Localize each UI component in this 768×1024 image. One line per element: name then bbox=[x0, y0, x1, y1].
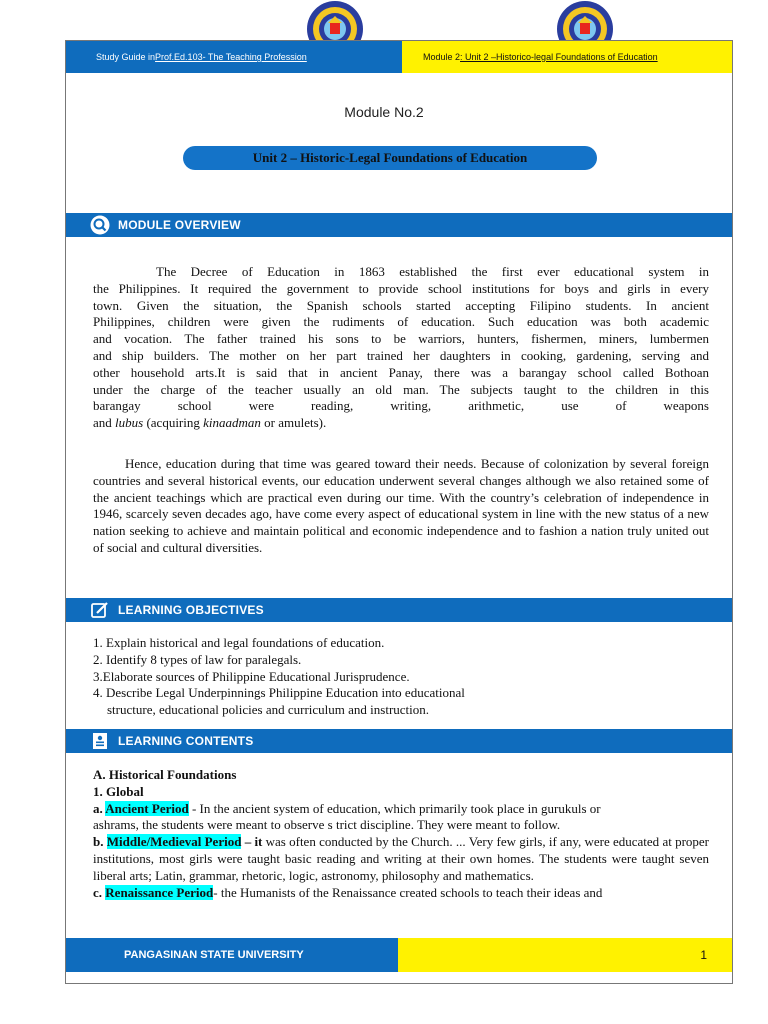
footer-page bbox=[398, 938, 732, 972]
renaissance-period-label: Renaissance Period bbox=[105, 884, 214, 900]
header-module-prefix: Module 2 bbox=[423, 52, 461, 62]
university-seal-left bbox=[306, 0, 364, 44]
overview-line: and ship builders. The mother on her part trained her daughters in cooking, gardening, serving and bbox=[93, 347, 709, 363]
footer-university bbox=[66, 938, 398, 972]
page-number: 1 bbox=[700, 948, 707, 962]
objective-item: 3.Elaborate sources of Philippine Educational Jurisprudence. bbox=[93, 668, 410, 684]
learning-objectives-title: LEARNING OBJECTIVES bbox=[118, 603, 264, 617]
overview-paragraph-1 bbox=[93, 264, 709, 432]
header-module bbox=[402, 41, 732, 73]
objectives-list bbox=[93, 635, 709, 719]
overview-line: other household arts.It is said that in ancient Panay, there was a barangay school called Bothoan bbox=[93, 364, 709, 380]
module-title: Module No.2 bbox=[344, 104, 424, 120]
renaissance-period-item bbox=[93, 885, 709, 902]
medieval-period-item bbox=[93, 834, 709, 884]
header-course bbox=[66, 41, 402, 73]
ancient-period-label: Ancient Period bbox=[105, 800, 189, 816]
objective-item: 2. Identify 8 types of law for paralegals. bbox=[93, 651, 302, 667]
page-footer bbox=[66, 938, 732, 972]
overview-line: the Philippines. It required the government to provide school institutions for boys and girls in every bbox=[93, 280, 709, 296]
item-letter: c. bbox=[93, 884, 106, 900]
university-seal-right bbox=[556, 0, 614, 44]
medieval-period-label: Middle/Medieval Period bbox=[106, 834, 242, 850]
text-run: - the Humanists of the Renaissance created schools to teach their ideas and bbox=[213, 884, 603, 900]
text-run: or amulets). bbox=[260, 415, 327, 431]
header-module-link[interactable]: : Unit 2 –Historico-legal Foundations of Education bbox=[460, 52, 658, 62]
item-letter: b. bbox=[93, 834, 107, 850]
header-course-prefix: Study Guide in bbox=[96, 52, 156, 62]
magnifier-icon bbox=[90, 215, 110, 235]
document-icon bbox=[90, 731, 110, 751]
text-run: (acquiring bbox=[143, 415, 204, 431]
overview-line: under the charge of the teacher usually an old man. The subjects taught to the children in this bbox=[93, 381, 709, 397]
learning-contents-title: LEARNING CONTENTS bbox=[118, 734, 254, 748]
ancient-period-item bbox=[93, 801, 709, 835]
unit-title bbox=[183, 146, 597, 170]
page-header bbox=[66, 41, 732, 73]
section-a-heading: A. Historical Foundations bbox=[93, 767, 237, 782]
module-overview-heading bbox=[66, 213, 732, 237]
text-run: and bbox=[93, 415, 116, 431]
global-heading: 1. Global bbox=[93, 783, 144, 799]
italic-term-lubus: lubus bbox=[115, 415, 144, 431]
unit-title-text: Unit 2 – Historic-Legal Foundations of Education bbox=[252, 150, 528, 165]
overview-paragraph-2: Hence, education during that time was geared toward their needs. Because of colonization by several foreign countries and several historical events, our education underwent several changes although we also retained some of the ancient teachings which are practical even during our time. With the country’s celebration of independence in 1946, scarcely seven decades ago, have come every aspect of educational system in line with the new status of a new nation seeking to achieve and maintain political and economic independence and to fashion a nation truly united out of social and cultural diversities. bbox=[93, 456, 709, 555]
header-course-link[interactable]: Prof.Ed.103- The Teaching Profession bbox=[155, 52, 307, 62]
module-overview-title: MODULE OVERVIEW bbox=[118, 218, 241, 232]
overview-line: and vocation. The father trained his sons to be warriors, hunters, fishermen, miners, lumbermen bbox=[93, 331, 709, 347]
objective-item: 1. Explain historical and legal foundations of education. bbox=[93, 635, 385, 650]
footer-university-text: PANGASINAN STATE UNIVERSITY bbox=[124, 949, 304, 961]
text-run: was often conducted by the Church. ... Very few girls, if any, were educated at proper institutions, most girls were taught basic reading and writing at their own homes. The students were taught seven liberal arts; Latin, grammar, rhetoric, logic, astronomy, philosophy and mathematics. bbox=[93, 834, 710, 883]
overview-line: town. Given the situation, the Spanish schools started accepting Filipino students. In ancient bbox=[93, 297, 709, 313]
contents-body bbox=[93, 767, 709, 901]
objective-item-continued: structure, educational policies and curriculum and instruction. bbox=[107, 702, 430, 718]
text-run: ashrams, the students were meant to observe s trict discipline. They were meant to follow. bbox=[93, 817, 561, 833]
overview-line: The Decree of Education in 1863 established the first ever educational system in bbox=[156, 264, 709, 279]
overview-line: barangay school were reading, writing, arithmetic, use of weapons bbox=[93, 398, 709, 414]
text-run: - In the ancient system of education, which primarily took place in gurukuls or bbox=[188, 800, 601, 816]
overview-line-last bbox=[93, 415, 709, 432]
italic-term-kinaadman: kinaadman bbox=[203, 415, 261, 431]
learning-contents-heading bbox=[66, 729, 732, 753]
item-letter: a. bbox=[93, 800, 106, 816]
edit-pencil-icon bbox=[90, 600, 110, 620]
overview-line: Philippines, children were given the rudiments of education. Such education was both academic bbox=[93, 314, 709, 330]
learning-objectives-heading bbox=[66, 598, 732, 622]
objective-item: 4. Describe Legal Underpinnings Philippine Education into educational bbox=[93, 685, 465, 701]
text-run: – it bbox=[241, 834, 263, 850]
